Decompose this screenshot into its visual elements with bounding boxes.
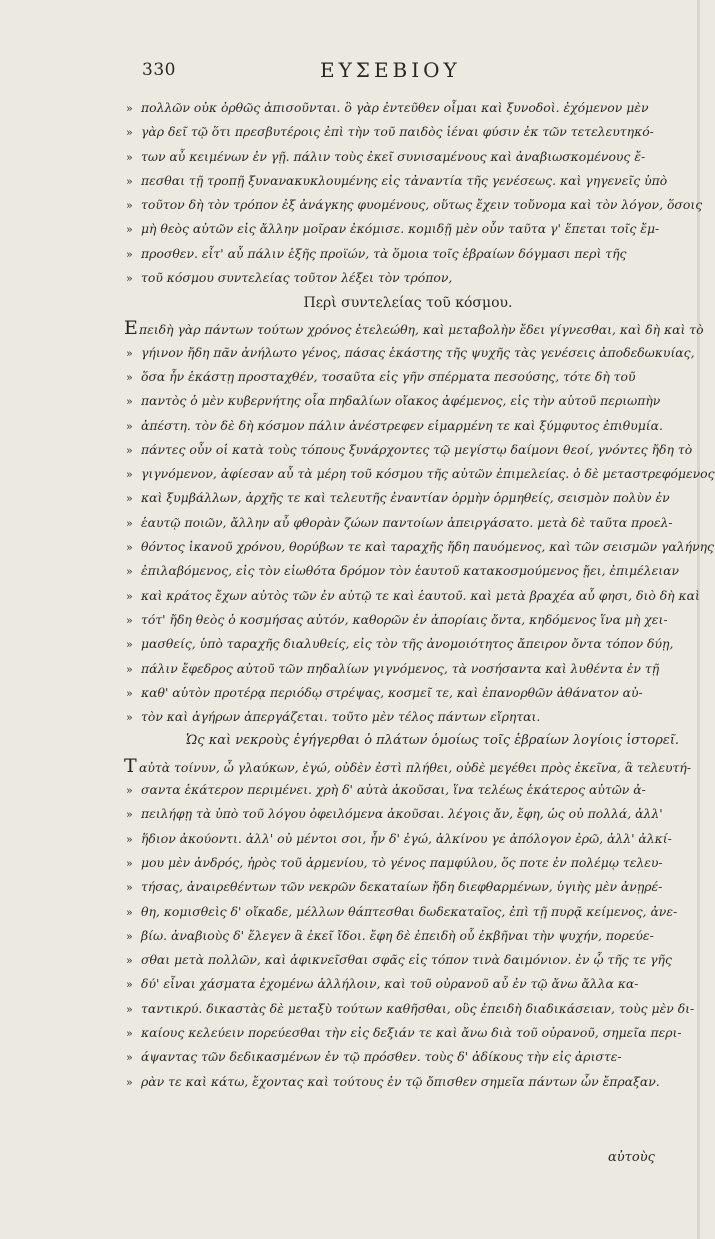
page-header (142, 60, 662, 86)
text-line: » ἐπιλαβόμενος, εἰς τὸν εἰωθότα δρόμον τὸν ἑαυτοῦ κατακοσμούμενος ᾔει, ἐπιμέλειαν (126, 559, 670, 583)
quote-marker: » (126, 223, 133, 237)
text-line: » δύ' εἶναι χάσματα ἐχομένω ἀλλήλοιν, καὶ τοῦ οὐρανοῦ αὖ ἐν τῷ ἄνω ἄλλα κα- (126, 972, 670, 996)
quote-marker: » (126, 541, 133, 555)
text-line: » σαντα ἑκάτερον περιμένει. χρὴ δ' αὐτὰ ἀκοῦσαι, ἵνα τελέως ἑκάτερος αὐτῶν ἀ- (126, 778, 670, 802)
quote-marker: » (126, 370, 133, 384)
text-line: » καὶ ξυμβάλλων, ἀρχῆς τε καὶ τελευτῆς ἐναντίαν ὁρμὴν ὁρμηθείς, σεισμὸν πολὺν ἐν (126, 486, 670, 510)
text-line: » μου μὲν ἀνδρός, ἠρὸς τοῦ ἀρμενίου, τὸ γένος παμφύλου, ὅς ποτε ἐν πολέμῳ τελευ- (126, 851, 670, 875)
quote-marker: » (126, 516, 133, 530)
quote-marker: » (126, 565, 133, 579)
text-line: » παντὸς ὁ μὲν κυβερνήτης οἷα πηδαλίων οἴακος ἀφέμενος, εἰς τὴν αὑτοῦ περιωπὴν (126, 389, 670, 413)
quote-marker: » (126, 1051, 133, 1065)
text-line: » βίω. ἀναβιοὺς δ' ἔλεγεν ἃ ἐκεῖ ἴδοι. ἔφη δὲ ἐπειδὴ οὗ ἐκβῆναι τὴν ψυχήν, πορεύε- (126, 924, 670, 948)
quote-marker: » (126, 492, 133, 506)
text-line: » καὶ κράτος ἔχων αὐτὸς τῶν ἐν αὐτῷ τε καὶ ἑαυτοῦ. καὶ μετὰ βραχέα αὖ φησι, διὸ δὴ καὶ (126, 584, 670, 608)
quote-marker: » (126, 905, 133, 919)
text-line: » ρὰν τε καὶ κάτω, ἔχοντας καὶ τούτους ἐν τῷ ὄπισθεν σημεῖα πάντων ὧν ἔπραξαν. (126, 1070, 670, 1094)
text-line: Ταὐτὰ τοίνυν, ὦ γλαύκων, ἐγώ, οὐδὲν ἐστὶ πλήθει, οὐδὲ μεγέθει πρὸς ἐκεῖνα, ἃ τελευτή- (124, 754, 692, 777)
text-line: » τὸν καὶ ἀγήρων ἀπεργάζεται. τοῦτο μὲν τέλος πάντων εἴρηται. (126, 705, 670, 729)
text-line: » πάλιν ἔφεδρος αὐτοῦ τῶν πηδαλίων γιγνόμενος, τὰ νοσήσαντα καὶ λυθέντα ἐν τῇ (126, 657, 670, 681)
text-line: » μασθείς, ὑπὸ ταραχῆς διαλυθείς, εἰς τὸν τῆς ἀνομοιότητος ἄπειρον ὄντα τόπον δύῃ, (126, 632, 670, 656)
quote-marker: » (126, 954, 133, 968)
quote-marker: » (126, 613, 133, 627)
quote-marker: » (126, 711, 133, 725)
text-line: » πάντες οὖν οἱ κατὰ τοὺς τόπους ξυνάρχοντες τῷ μεγίστῳ δαίμονι θεοί, γνόντες ἤδη τὸ (126, 438, 670, 462)
quote-marker: » (126, 419, 133, 433)
quote-marker: » (126, 978, 133, 992)
quote-marker: » (126, 638, 133, 652)
quote-marker: » (126, 1075, 133, 1089)
quote-marker: » (126, 126, 133, 140)
quote-marker: » (126, 1002, 133, 1016)
quote-marker: » (126, 102, 133, 115)
text-line: » θόντος ἱκανοῦ χρόνου, θορύβων τε καὶ ταραχῆς ἤδη παυόμενος, καὶ τῶν σεισμῶν γαλήνης (126, 535, 670, 559)
text-line: » τοῦτον δὴ τὸν τρόπον ἐξ ἀνάγκης φυομένους, οὕτως ἔχειν τοὔνομα καὶ τὸν λόγον, ὅσοις (126, 193, 670, 217)
text-line: » ἑαυτῷ ποιῶν, ἄλλην αὖ φθορὰν ζώων παντοίων ἀπειργάσατο. μετὰ δὲ ταῦτα προελ- (126, 511, 670, 535)
text-block (124, 96, 715, 1094)
quote-marker: » (126, 784, 133, 798)
text-line: » ὅσα ἦν ἑκάστῃ προσταχθέν, τοσαῦτα εἰς γῆν σπέρματα πεσούσης, τότε δὴ τοῦ (126, 365, 670, 389)
text-line: » θη, κομισθεὶς δ' οἴκαδε, μέλλων θάπτεσθαι δωδεκαταῖος, ἐπὶ τῇ πυρᾷ κείμενος, ἀνε- (126, 900, 670, 924)
quote-marker: » (126, 686, 133, 700)
text-line: » μὴ θεὸς αὐτῶν εἰς ἄλλην μοῖραν ἐκόμισε. κομιδῇ μὲν οὖν ταῦτα γ' ἕπεται τοῖς ἔμ- (126, 217, 670, 241)
initial-letter: Τ (124, 754, 137, 777)
text-line: » γιγνόμενον, ἀφίεσαν αὖ τὰ μέρη τοῦ κόσμου τῆς αὐτῶν ἐπιμελείας. ὁ δὲ μεταστρεφόμενος (126, 462, 670, 486)
text-line: » σθαι μετὰ πολλῶν, καὶ ἀφικνεῖσθαι σφᾶς εἰς τόπον τινὰ δαιμόνιον. ἐν ᾧ τῆς τε γῆς (126, 948, 670, 972)
text-line: » καίους κελεύειν πορεύεσθαι τὴν εἰς δεξιάν τε καὶ ἄνω διὰ τοῦ οὐρανοῦ, σημεῖα περι- (126, 1021, 670, 1045)
quote-marker: » (126, 199, 133, 213)
quote-marker: » (126, 856, 133, 870)
quote-marker: » (126, 174, 133, 188)
catchword: αὐτοὺς (608, 1150, 655, 1165)
text-line: Επειδὴ γὰρ πάντων τούτων χρόνος ἐτελεώθη, καὶ μεταβολὴν ἔδει γίγνεσθαι, καὶ δὴ καὶ τὸ (124, 317, 704, 340)
page-edge (697, 0, 700, 1239)
quote-marker: » (126, 150, 133, 164)
text-line: » πειλήφῃ τὰ ὑπὸ τοῦ λόγου ὀφειλόμενα ἀκοῦσαι. λέγοις ἄν, ἔφη, ὡς οὐ πολλά, ἀλλ' (126, 802, 670, 826)
section-heading: Περὶ συντελείας τοῦ κόσμου. (303, 295, 513, 312)
quote-marker: » (126, 589, 133, 603)
text-line: » γὰρ δεῖ τῷ ὅτι πρεσβυτέροις ἐπὶ τὴν τοῦ παιδὸς ἰέναι φύσιν ἐκ τῶν τετελευτηκό- (126, 120, 670, 144)
text-line: » τοῦ κόσμου συντελείας τοῦτον λέξει τὸν τρόπον, (126, 266, 670, 290)
text-line: » τήσας, ἀναιρεθέντων τῶν νεκρῶν δεκαταίων ἤδη διεφθαρμένων, ὑγιὴς μὲν ἀνῃρέ- (126, 875, 670, 899)
running-head: ΕΥΣΕΒΙΟΥ (320, 58, 461, 82)
text-line: » γήινον ἤδη πᾶν ἀνήλωτο γένος, πάσας ἑκάστης τῆς ψυχῆς τὰς γενέσεις ἀποδεδωκυίας, (126, 341, 670, 365)
text-line: » πολλῶν οὐκ ὀρθῶς ἀπισοῦνται. ὃ γὰρ ἐντεῦθεν οἶμαι καὶ ξυνοδοὶ. ἐχόμενον μὲν (126, 96, 670, 120)
text-line: » ἀπέστη. τὸν δὲ δὴ κόσμον πάλιν ἀνέστρεφεν εἱμαρμένη τε καὶ ξύμφυτος ἐπιθυμία. (126, 414, 670, 438)
quote-marker: » (126, 247, 133, 261)
text-line: » ταντικρύ. δικαστὰς δὲ μεταξὺ τούτων καθῆσθαι, οὓς ἐπειδὴ διαδικάσειαν, τοὺς μὲν δι- (126, 997, 670, 1021)
quote-marker: » (126, 662, 133, 676)
section-heading-2: Ὡς καὶ νεκροὺς ἐγήγερθαι ὁ πλάτων ὁμοίως τοῖς ἑβραίων λογίοις ἱστορεῖ. (186, 733, 680, 749)
text-line: » των αὖ κειμένων ἐν γῇ. πάλιν τοὺς ἐκεῖ συνισαμένους καὶ ἀναβιωσκομένους ἔ- (126, 145, 670, 169)
initial-letter: Ε (124, 317, 138, 340)
text-line: » τότ' ἤδη θεὸς ὁ κοσμήσας αὐτόν, καθορῶν ἐν ἀπορίαις ὄντα, κηδόμενος ἵνα μὴ χει- (126, 608, 670, 632)
quote-marker: » (126, 832, 133, 846)
quote-marker: » (126, 1026, 133, 1040)
text-line: » προσθεν. εἶτ' αὖ πάλιν ἑξῆς προϊών, τὰ ὅμοια τοῖς ἑβραίων δόγμασι περὶ τῆς (126, 242, 670, 266)
quote-marker: » (126, 346, 133, 360)
quote-marker: » (126, 395, 133, 409)
page-number: 330 (142, 60, 176, 80)
text-line: » άψαντας τῶν δεδικασμένων ἐν τῷ πρόσθεν. τοὺς δ' ἀδίκους τὴν εἰς ἀριστε- (126, 1045, 670, 1069)
text-line: » πεσθαι τῇ τροπῇ ξυνανακυκλουμένης εἰς τἀναντία τῆς γενέσεως. καὶ γηγενεῖς ὑπὸ (126, 169, 670, 193)
text-line: » ἥδιον ἀκούοντι. ἀλλ' οὐ μέντοι σοι, ἦν δ' ἐγώ, ἀλκίνου γε ἀπόλογον ἐρῶ, ἀλλ' ἀλκί- (126, 827, 670, 851)
quote-marker: » (126, 808, 133, 822)
quote-marker: » (126, 881, 133, 895)
quote-marker: » (126, 443, 133, 457)
quote-marker: » (126, 272, 133, 286)
quote-marker: » (126, 468, 133, 482)
text-line: » καθ' αὑτὸν προτέρᾳ περιόδῳ στρέψας, κοσμεῖ τε, καὶ ἐπανορθῶν ἀθάνατον αὐ- (126, 681, 670, 705)
quote-marker: » (126, 929, 133, 943)
